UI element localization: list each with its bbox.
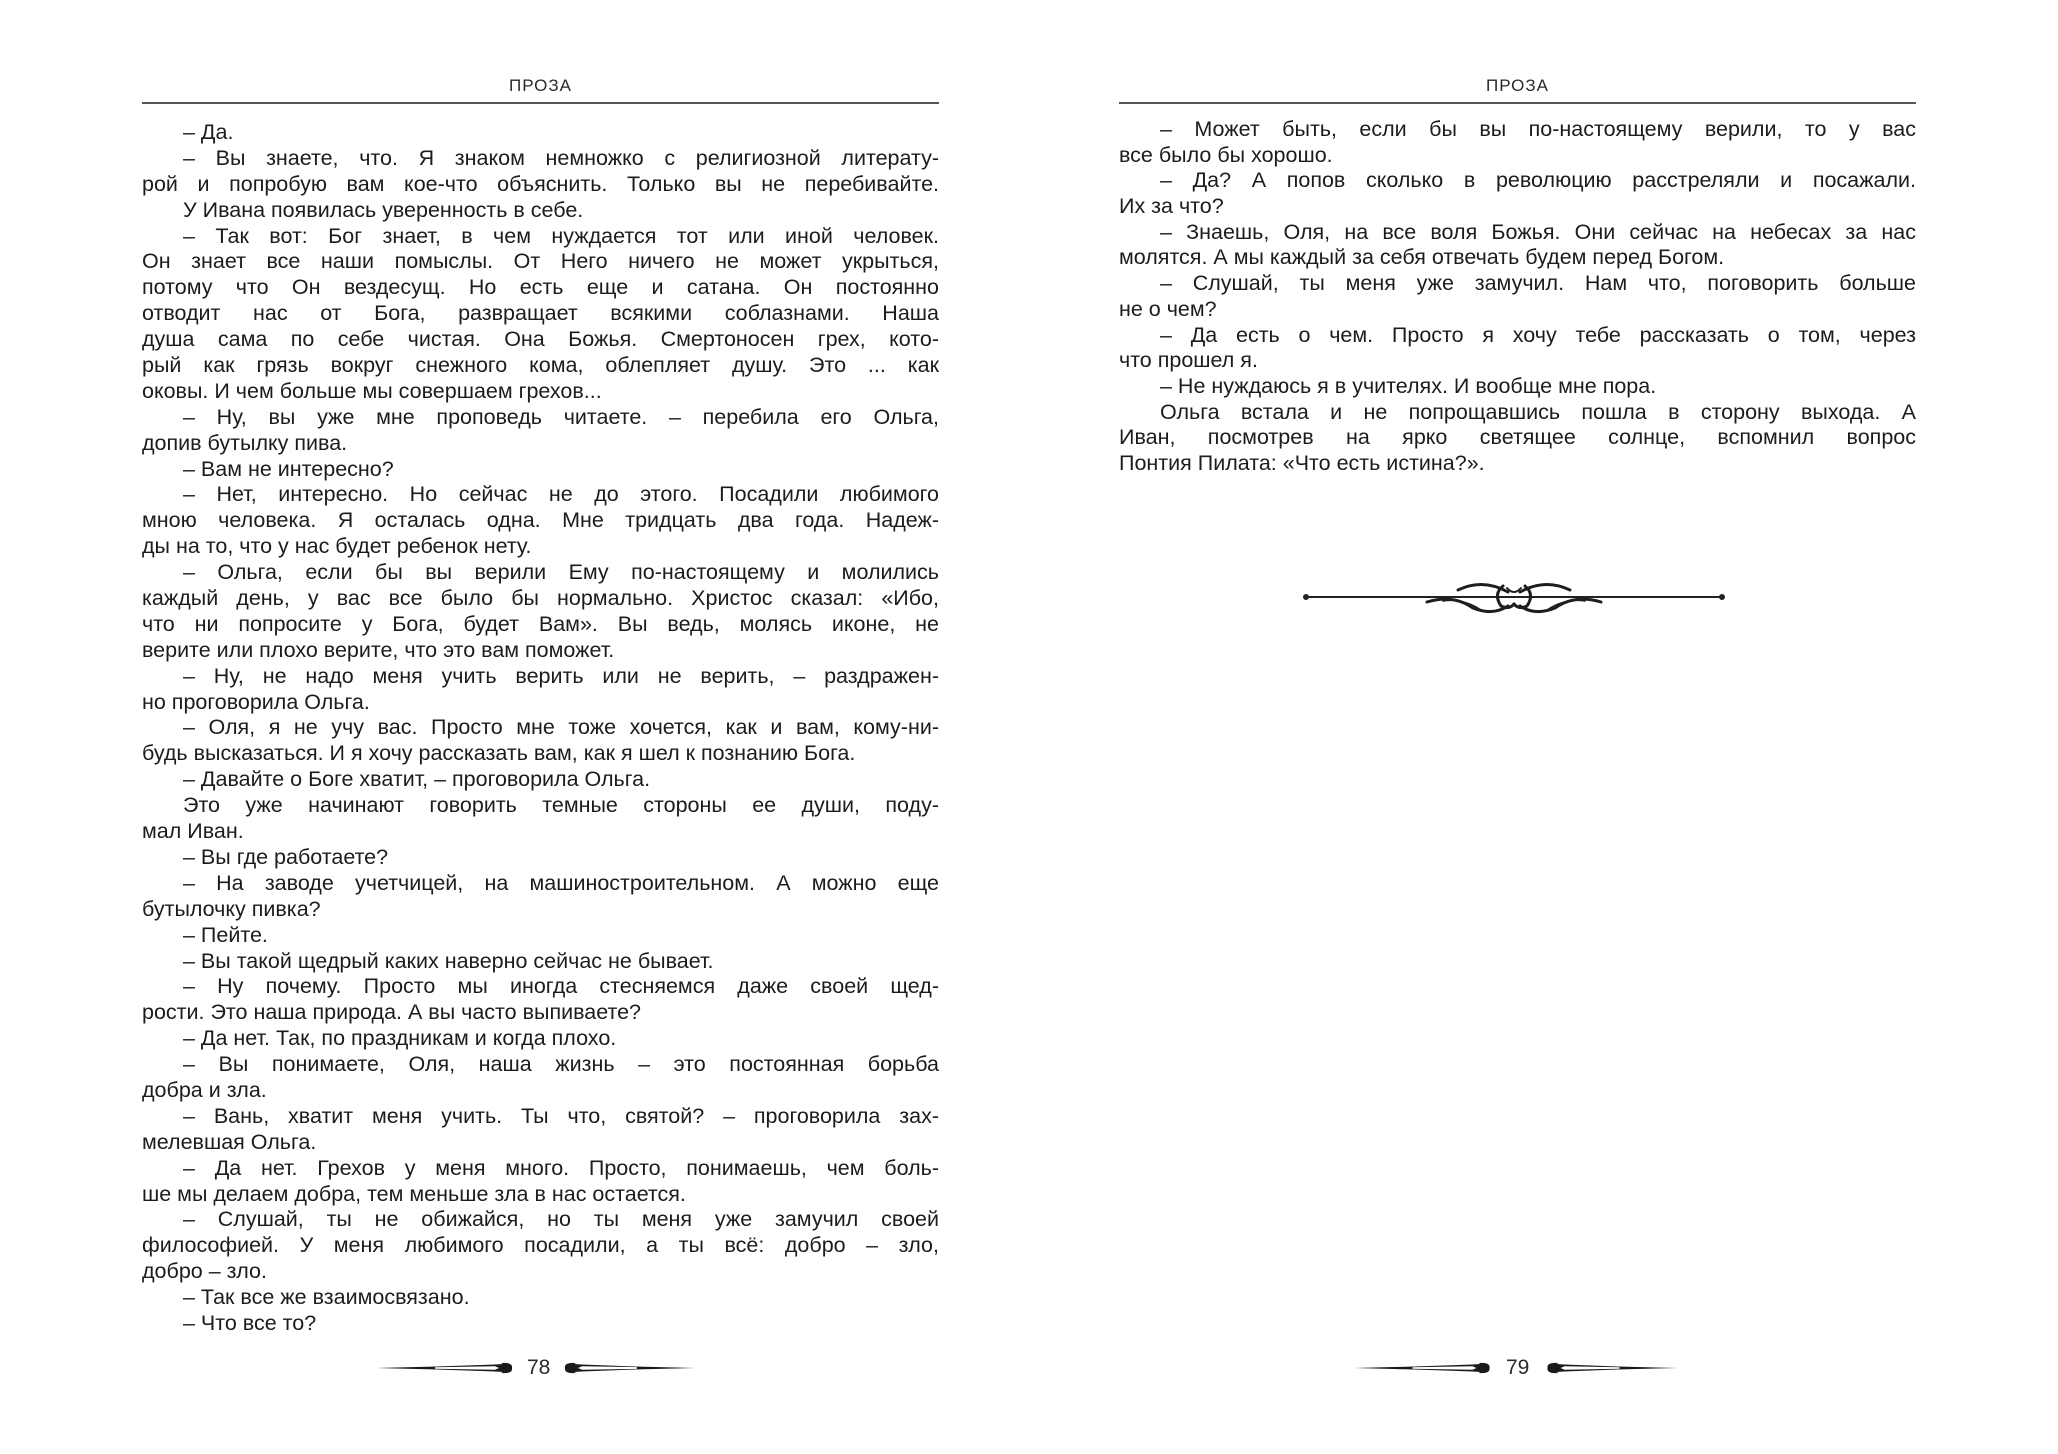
text-line: но проговорила Ольга. <box>142 689 370 714</box>
text-line: – Ну, не надо меня учить верить или не верить, – раздражен- <box>183 663 939 688</box>
text-line: верите или плохо верите, что это вам поможет. <box>142 637 615 662</box>
text-line: рой и попробую вам кое-что объяснить. Только вы не перебивайте. <box>142 171 939 196</box>
text-line: – Может быть, если бы вы по-настоящему верили, то у вас <box>1160 117 1916 141</box>
text-line: Это уже начинают говорить темные стороны ее души, поду- <box>183 793 939 818</box>
text-line: Их за что? <box>1119 194 1224 219</box>
text-line: ше мы делаем добра, тем меньше зла в нас остается. <box>142 1181 686 1206</box>
body-text <box>142 120 939 1337</box>
body-text <box>1119 117 1916 477</box>
text-line: – Знаешь, Оля, на все воля Божья. Они сейчас на небесах за нас <box>1160 219 1916 244</box>
page-number: 79 <box>1506 1356 1530 1379</box>
text-line: – Да? А попов сколько в революцию расстреляли и посажали. <box>1160 168 1916 193</box>
folio-flourish-left-icon <box>377 1360 513 1376</box>
text-line: оковы. И чем больше мы совершаем грехов... <box>142 378 602 403</box>
text-line: – Так все же взаимосвязано. <box>183 1285 470 1310</box>
text-line: У Ивана появилась уверенность в себе. <box>183 197 584 222</box>
text-line: добра и зла. <box>142 1077 267 1102</box>
text-line: – Так вот: Бог знает, в чем нуждается тот или иной человек. <box>183 223 939 248</box>
text-line: – Давайте о Боге хватит, – проговорила Ольга. <box>183 767 651 792</box>
page-footer <box>377 1356 695 1380</box>
text-line: душа сама по себе чистая. Она Божья. Смертоносен грех, кото- <box>142 327 939 352</box>
section-end-ornament <box>1303 580 1725 625</box>
text-line: Ольга встала и не попрощавшись пошла в сторону выхода. А <box>1160 399 1916 424</box>
page-footer <box>1353 1356 1681 1380</box>
text-line: что ни попросите у Бога, будет Вам». Вы ведь, молясь иконе, не <box>142 611 939 636</box>
left-page <box>142 0 939 1454</box>
text-line: потому что Он вездесущ. Но есть еще и сатана. Он постоянно <box>142 275 939 300</box>
text-line: молятся. А мы каждый за себя отвечать будем перед Богом. <box>1119 245 1725 270</box>
text-line: – Не нуждаюсь я в учителях. И вообще мне пора. <box>1160 373 1657 398</box>
text-line: ды на то, что у нас будет ребенок нету. <box>142 534 532 559</box>
header-rule <box>142 102 939 104</box>
text-line: каждый день, у вас все было бы нормально. Христос сказал: «Ибо, <box>142 586 939 611</box>
text-line: мною человека. Я осталась одна. Мне тридцать два года. Надеж- <box>142 508 939 533</box>
text-line: – Да. <box>183 120 234 144</box>
text-line: не о чем? <box>1119 296 1217 321</box>
text-line: отводит нас от Бога, развращает всякими соблазнами. Наша <box>142 301 939 326</box>
text-line: – Вам не интересно? <box>183 456 394 481</box>
text-line: все было бы хорошо. <box>1119 142 1333 167</box>
text-line: допив бутылку пива. <box>142 430 348 455</box>
text-line: – Ну, вы уже мне проповедь читаете. – перебила его Ольга, <box>183 404 939 429</box>
text-line: – Что все то? <box>183 1310 317 1335</box>
text-line: Иван, посмотрев на ярко светящее солнце, вспомнил вопрос <box>1119 425 1916 450</box>
text-line: рости. Это наша природа. А вы часто выпиваете? <box>142 1000 642 1025</box>
text-line: – Ну почему. Просто мы иногда стесняемся даже своей щед- <box>183 974 939 999</box>
text-line: – Да нет. Грехов у меня много. Просто, понимаешь, чем боль- <box>183 1155 939 1180</box>
text-line: мелевшая Ольга. <box>142 1129 317 1154</box>
text-line: будь высказаться. И я хочу рассказать вам, как я шел к познанию Бога. <box>142 741 856 766</box>
text-line: – На заводе учетчицей, на машиностроительном. А можно еще <box>183 870 939 895</box>
text-line: – Вы где работаете? <box>183 844 389 869</box>
text-line: Понтия Пилата: «Что есть истина?». <box>1119 450 1485 475</box>
text-line: – Вы понимаете, Оля, наша жизнь – это постоянная борьба <box>183 1052 939 1077</box>
folio-flourish-right-icon <box>564 1360 695 1376</box>
text-line: – Оля, я не учу вас. Просто мне тоже хочется, как и вам, кому-ни- <box>183 715 939 740</box>
text-line: добро – зло. <box>142 1259 267 1284</box>
text-line: рый как грязь вокруг снежного кома, облепляет душу. Это ... как <box>142 353 939 378</box>
text-line: – Ольга, если бы вы верили Ему по-настоящему и молились <box>183 560 939 585</box>
text-line: Он знает все наши помыслы. От Него ничего не может укрыться, <box>142 249 939 274</box>
text-line: мал Иван. <box>142 819 244 844</box>
text-line: – Да есть о чем. Просто я хочу тебе рассказать о том, через <box>1160 322 1916 347</box>
text-line: – Слушай, ты меня уже замучил. Нам что, поговорить больше <box>1160 271 1916 296</box>
running-head: ПРОЗА <box>1485 76 1549 95</box>
flourish-divider-icon <box>1303 580 1725 620</box>
text-line: – Вы знаете, что. Я знаком немножко с религиозной литерату- <box>183 145 939 170</box>
text-line: – Пейте. <box>183 922 268 947</box>
text-line: бутылочку пивка? <box>142 896 321 921</box>
text-line: – Слушай, ты не обижайся, но ты меня уже замучил своей <box>183 1207 939 1232</box>
right-page <box>1119 0 1916 1454</box>
header-rule <box>1119 102 1916 104</box>
text-line: что прошел я. <box>1119 348 1258 373</box>
folio-flourish-right-icon <box>1543 1360 1681 1376</box>
text-line: философией. У меня любимого посадили, а ты всё: добро – зло, <box>142 1233 939 1258</box>
running-head: ПРОЗА <box>508 76 572 95</box>
text-line: – Вы такой щедрый каких наверно сейчас не бывает. <box>183 948 714 973</box>
text-line: – Вань, хватит меня учить. Ты что, святой? – проговорила зах- <box>183 1103 939 1128</box>
folio-flourish-left-icon <box>1353 1360 1492 1376</box>
page-number: 78 <box>527 1356 551 1379</box>
text-line: – Да нет. Так, по праздникам и когда плохо. <box>183 1026 617 1051</box>
text-line: – Нет, интересно. Но сейчас не до этого. Посадили любимого <box>183 482 939 507</box>
